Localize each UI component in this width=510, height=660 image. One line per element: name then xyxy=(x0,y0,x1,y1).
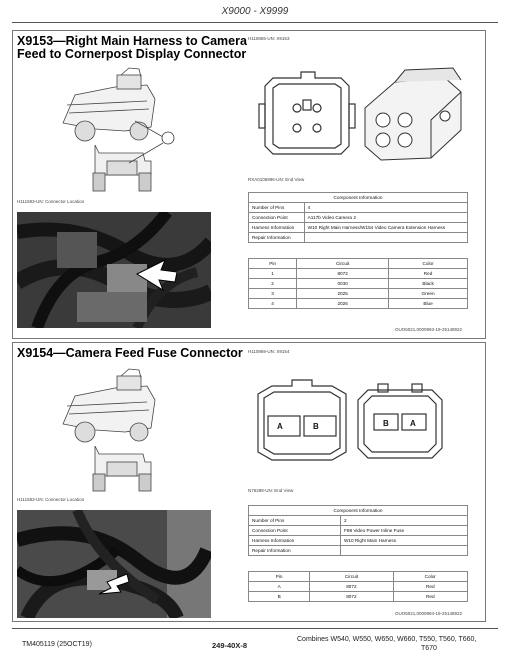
pin-cell: 2 xyxy=(249,279,297,289)
component-info-table-x9153 xyxy=(248,192,468,243)
footer-models-line2: T670 xyxy=(421,645,437,652)
color-cell: Red xyxy=(389,269,468,279)
end-view-caption-x9154: N76288-UN: End View xyxy=(248,488,294,493)
color-header: Color xyxy=(389,259,468,269)
info-label: Repair Information xyxy=(249,546,341,556)
info-value xyxy=(304,233,467,243)
connector-end-view-x9154 xyxy=(252,378,452,463)
connector-end-view-x9153 xyxy=(255,60,470,172)
info-value: 2 xyxy=(340,516,467,526)
footer-page-number: 249-40X-8 xyxy=(212,641,248,650)
pin-table-x9153 xyxy=(248,258,468,309)
color-header: Color xyxy=(393,572,467,582)
page-header-title: X9000 - X9999 xyxy=(221,6,289,17)
table-row xyxy=(249,269,468,279)
table-row xyxy=(249,223,468,233)
reference-code-x9153: OUO6021,0000993-19-25148922 xyxy=(395,327,463,332)
circuit-header: Circuit xyxy=(297,259,389,269)
terminal-label: A xyxy=(410,419,416,428)
table-row xyxy=(249,233,468,243)
info-value: F88 Video Power Inline Fuse xyxy=(340,526,467,536)
section-title-x9153-line2: Feed to Cornerpost Display Connector xyxy=(17,47,247,61)
table-row xyxy=(249,213,468,223)
table-row xyxy=(249,203,468,213)
pin-table-x9154 xyxy=(248,571,468,602)
figure-id-x9153: H110865-UN: X9153 xyxy=(248,36,290,41)
footer-doc-id: TM405119 (25OCT19) xyxy=(22,641,92,648)
combine-location-drawing xyxy=(55,368,195,493)
circuit-cell: 8072 xyxy=(297,269,389,279)
section-title-x9154: X9154—Camera Feed Fuse Connector xyxy=(17,346,243,360)
end-view-caption-x9153: RXA0105996-UN: End View xyxy=(248,177,305,182)
table-row xyxy=(249,546,468,556)
color-cell: Blue xyxy=(389,299,468,309)
footer-models-line1: Combines W540, W550, W650, W660, T550, T560, T660, xyxy=(297,636,477,643)
figure-id-x9154: H110869-UN: X9154 xyxy=(248,349,290,354)
pin-header: Pin xyxy=(249,572,310,582)
info-value xyxy=(340,546,467,556)
info-label: Repair Information xyxy=(249,233,305,243)
circuit-cell: 2026 xyxy=(297,299,389,309)
table-row xyxy=(249,299,468,309)
info-value: W10 Right Main Harness/W154 Video Camera Extension Harness xyxy=(304,223,467,233)
table-row xyxy=(249,592,468,602)
circuit-header: Circuit xyxy=(310,572,393,582)
component-info-heading: Component Information xyxy=(249,506,468,516)
color-cell: Green xyxy=(389,289,468,299)
connector-location-photo xyxy=(17,212,211,328)
info-label: Connection Point xyxy=(249,526,341,536)
terminal-label: B xyxy=(313,422,319,431)
pin-header: Pin xyxy=(249,259,297,269)
info-value: A117b Video Camera 2 xyxy=(304,213,467,223)
section-title-x9153-line1: X9153—Right Main Harness to Camera xyxy=(17,34,247,48)
terminal-label: B xyxy=(383,419,389,428)
pin-cell: 1 xyxy=(249,269,297,279)
circuit-cell: 2025 xyxy=(297,289,389,299)
header-divider xyxy=(12,22,498,23)
info-label: Number of Pins xyxy=(249,203,305,213)
info-label: Connection Point xyxy=(249,213,305,223)
circuit-cell: 0030 xyxy=(297,279,389,289)
location-caption-x9154: H111583-UN: Connector Location xyxy=(17,497,85,502)
pin-cell: 4 xyxy=(249,299,297,309)
color-cell: Red xyxy=(393,592,467,602)
info-label: Number of Pins xyxy=(249,516,341,526)
pin-cell: 3 xyxy=(249,289,297,299)
info-value: 4 xyxy=(304,203,467,213)
table-row xyxy=(249,289,468,299)
footer-divider xyxy=(12,628,498,629)
pin-cell: B xyxy=(249,592,310,602)
info-label: Harness Information xyxy=(249,223,305,233)
location-caption-x9153: H111583-UN: Connector Location xyxy=(17,199,85,204)
table-row xyxy=(249,536,468,546)
reference-code-x9154: OUO6021,0000994-19-25148922 xyxy=(395,611,463,616)
info-label: Harness Information xyxy=(249,536,341,546)
color-cell: Black xyxy=(389,279,468,289)
combine-location-drawing xyxy=(55,65,195,195)
color-cell: Red xyxy=(393,582,467,592)
connector-location-photo xyxy=(17,510,211,618)
circuit-cell: 8072 xyxy=(310,592,393,602)
info-value: W10 Right Main Harness xyxy=(340,536,467,546)
pin-cell: A xyxy=(249,582,310,592)
terminal-label: A xyxy=(277,422,283,431)
component-info-table-x9154 xyxy=(248,505,468,556)
table-row xyxy=(249,526,468,536)
circuit-cell: 8072 xyxy=(310,582,393,592)
table-row xyxy=(249,279,468,289)
component-info-heading: Component Information xyxy=(249,193,468,203)
table-row xyxy=(249,582,468,592)
table-row xyxy=(249,516,468,526)
